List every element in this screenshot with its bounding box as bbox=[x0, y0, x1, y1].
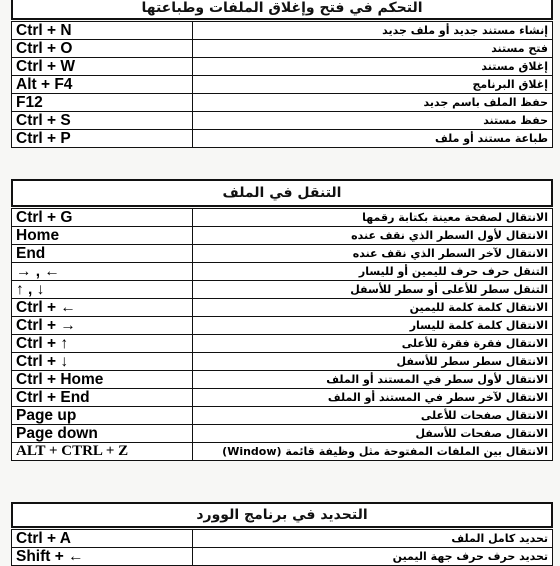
shortcut-description: الانتقال كلمة كلمة لليمين bbox=[193, 299, 553, 317]
shortcut-description: الانتقال لآخر سطر في المستند أو الملف bbox=[193, 389, 553, 407]
shortcut-key: Ctrl + N bbox=[12, 22, 193, 40]
shortcut-key: Ctrl + End bbox=[12, 389, 193, 407]
shortcut-key: Ctrl + S bbox=[12, 112, 193, 130]
shortcut-key: Ctrl + O bbox=[12, 40, 193, 58]
section-title: التنقل في الملف bbox=[11, 179, 553, 207]
shortcut-description: طباعة مستند أو ملف bbox=[193, 130, 553, 148]
shortcut-description: فتح مستند bbox=[193, 40, 553, 58]
shortcut-key: ↑ , ↓ bbox=[12, 281, 193, 299]
table-row bbox=[12, 130, 553, 148]
shortcut-description: حفظ الملف باسم جديد bbox=[193, 94, 553, 112]
shortcut-key: Ctrl + A bbox=[12, 530, 193, 548]
table-row bbox=[12, 281, 553, 299]
shortcut-description: الانتقال صفحات للأسفل bbox=[193, 425, 553, 443]
table-row bbox=[12, 76, 553, 94]
table-row bbox=[12, 112, 553, 130]
table-row bbox=[12, 317, 553, 335]
shortcut-key: Ctrl + ↑ bbox=[12, 335, 193, 353]
shortcut-key: Ctrl + P bbox=[12, 130, 193, 148]
shortcut-description: الانتقال لآخر السطر الذي نقف عنده bbox=[193, 245, 553, 263]
shortcut-description: إنشاء مستند جديد أو ملف جديد bbox=[193, 22, 553, 40]
table-row bbox=[12, 389, 553, 407]
shortcut-description: الانتقال لأول سطر في المستند أو الملف bbox=[193, 371, 553, 389]
shortcut-key: Ctrl + G bbox=[12, 209, 193, 227]
shortcut-key: Home bbox=[12, 227, 193, 245]
table-row bbox=[12, 425, 553, 443]
shortcut-description: التنقل حرف حرف لليمين أو لليسار bbox=[193, 263, 553, 281]
table-row bbox=[12, 548, 553, 566]
shortcut-key: F12 bbox=[12, 94, 193, 112]
table-row bbox=[12, 335, 553, 353]
table-row bbox=[12, 40, 553, 58]
section-open-close-print bbox=[11, 0, 553, 148]
shortcut-key: Ctrl + W bbox=[12, 58, 193, 76]
shortcut-description: إغلاق مستند bbox=[193, 58, 553, 76]
section-title: التحكم في فتح وإغلاق الملفات وطباعتها bbox=[11, 0, 553, 20]
shortcut-description: الانتقال صفحات للأعلى bbox=[193, 407, 553, 425]
table-row bbox=[12, 407, 553, 425]
shortcut-key: Ctrl + → bbox=[12, 317, 193, 335]
table-row bbox=[12, 227, 553, 245]
shortcut-description: حفظ مستند bbox=[193, 112, 553, 130]
shortcut-key: ALT + CTRL + Z bbox=[12, 443, 193, 461]
table-row bbox=[12, 530, 553, 548]
shortcut-table bbox=[11, 208, 553, 461]
shortcut-description: الانتقال لصفحة معينة بكتابة رقمها bbox=[193, 209, 553, 227]
shortcut-key: Page down bbox=[12, 425, 193, 443]
table-row bbox=[12, 209, 553, 227]
table-row bbox=[12, 245, 553, 263]
shortcut-key: Ctrl + ← bbox=[12, 299, 193, 317]
table-row bbox=[12, 22, 553, 40]
shortcut-key: Shift + ← bbox=[12, 548, 193, 566]
section-title: التحديد في برنامج الوورد bbox=[11, 502, 553, 528]
table-row bbox=[12, 299, 553, 317]
shortcut-description: تحديد كامل الملف bbox=[193, 530, 553, 548]
table-row bbox=[12, 443, 553, 461]
shortcut-description: التنقل سطر للأعلى أو سطر للأسفل bbox=[193, 281, 553, 299]
shortcut-description: تحديد حرف حرف جهة اليمين bbox=[193, 548, 553, 566]
shortcut-table bbox=[11, 529, 553, 566]
shortcut-key: Page up bbox=[12, 407, 193, 425]
shortcut-description: الانتقال فقرة فقرة للأعلى bbox=[193, 335, 553, 353]
shortcut-table bbox=[11, 21, 553, 148]
shortcut-key: Ctrl + Home bbox=[12, 371, 193, 389]
shortcut-key: End bbox=[12, 245, 193, 263]
table-row bbox=[12, 353, 553, 371]
shortcut-description: الانتقال بين الملفات المفتوحة مثل وظيفة قائمة (Window) bbox=[193, 443, 553, 461]
section-navigation bbox=[11, 179, 553, 461]
shortcut-key: → , ← bbox=[12, 263, 193, 281]
table-row bbox=[12, 263, 553, 281]
table-row bbox=[12, 371, 553, 389]
section-selection bbox=[11, 502, 553, 566]
table-row bbox=[12, 94, 553, 112]
shortcut-key: Ctrl + ↓ bbox=[12, 353, 193, 371]
table-row bbox=[12, 58, 553, 76]
shortcut-key: Alt + F4 bbox=[12, 76, 193, 94]
shortcut-description: إغلاق البرنامج bbox=[193, 76, 553, 94]
shortcut-description: الانتقال كلمة كلمة لليسار bbox=[193, 317, 553, 335]
shortcut-description: الانتقال سطر سطر للأسفل bbox=[193, 353, 553, 371]
shortcut-description: الانتقال لأول السطر الذي نقف عنده bbox=[193, 227, 553, 245]
